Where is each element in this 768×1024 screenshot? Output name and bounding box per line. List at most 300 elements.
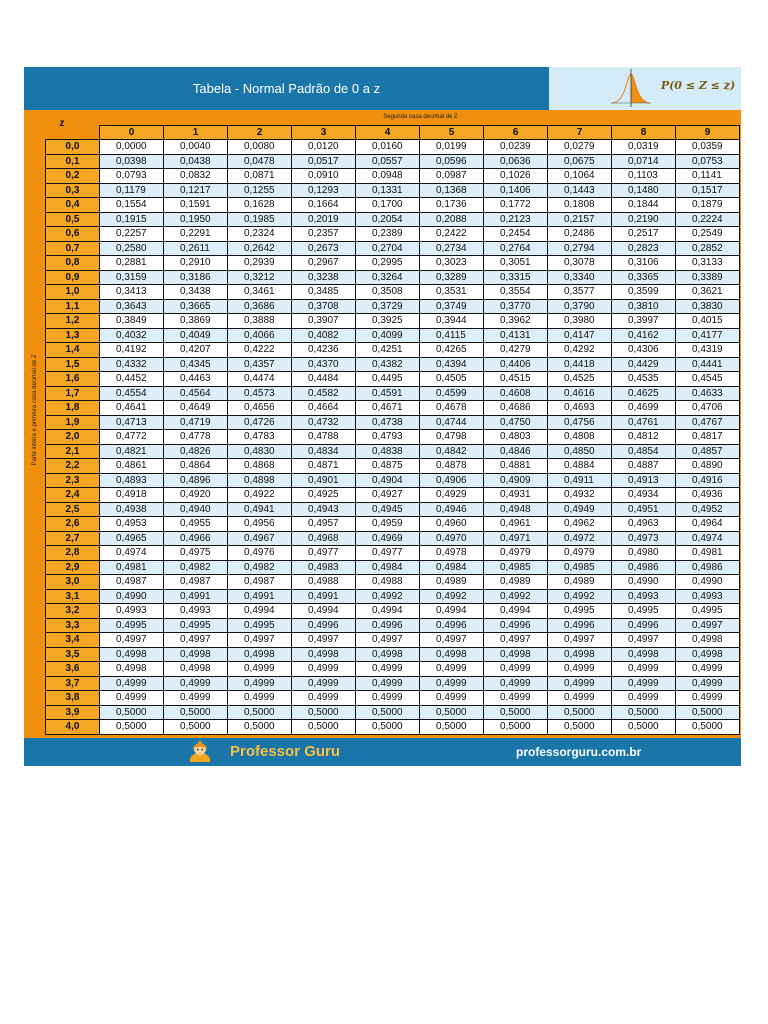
table-cell: 0,1700 xyxy=(356,198,420,213)
table-cell: 0,4236 xyxy=(292,343,356,358)
table-cell: 0,4963 xyxy=(612,517,676,532)
table-cell: 0,4991 xyxy=(228,589,292,604)
table-row xyxy=(46,415,740,430)
table-cell: 0,4999 xyxy=(484,676,548,691)
table-cell: 0,1064 xyxy=(548,169,612,184)
column-header-row xyxy=(46,126,740,140)
table-cell: 0,4898 xyxy=(228,473,292,488)
table-cell: 0,4887 xyxy=(612,459,676,474)
table-cell: 0,2123 xyxy=(484,212,548,227)
table-row xyxy=(46,691,740,706)
table-cell: 0,4986 xyxy=(612,560,676,575)
table-cell: 0,4951 xyxy=(612,502,676,517)
z-row-label: 4,0 xyxy=(46,720,100,735)
table-cell: 0,4985 xyxy=(484,560,548,575)
table-cell: 0,3554 xyxy=(484,285,548,300)
table-cell: 0,3078 xyxy=(548,256,612,271)
table-cell: 0,4699 xyxy=(612,401,676,416)
table-cell: 0,4998 xyxy=(164,647,228,662)
table-cell: 0,4251 xyxy=(356,343,420,358)
table-cell: 0,4719 xyxy=(164,415,228,430)
z-row-label: 0,3 xyxy=(46,183,100,198)
table-row xyxy=(46,343,740,358)
table-cell: 0,5000 xyxy=(164,720,228,735)
table-cell: 0,5000 xyxy=(548,720,612,735)
z-row-label: 2,3 xyxy=(46,473,100,488)
table-cell: 0,4999 xyxy=(100,691,164,706)
table-cell: 0,4306 xyxy=(612,343,676,358)
table-cell: 0,2939 xyxy=(228,256,292,271)
table-cell: 0,0675 xyxy=(548,154,612,169)
z-row-label: 1,9 xyxy=(46,415,100,430)
table-row xyxy=(46,357,740,372)
table-cell: 0,4979 xyxy=(548,546,612,561)
table-cell: 0,1844 xyxy=(612,198,676,213)
table-cell: 0,4998 xyxy=(100,647,164,662)
table-cell: 0,4821 xyxy=(100,444,164,459)
table-cell: 0,5000 xyxy=(420,705,484,720)
table-cell: 0,4992 xyxy=(420,589,484,604)
table-cell: 0,4998 xyxy=(164,662,228,677)
table-cell: 0,4999 xyxy=(548,676,612,691)
table-cell: 0,4992 xyxy=(356,589,420,604)
table-cell: 0,0438 xyxy=(164,154,228,169)
table-cell: 0,4995 xyxy=(676,604,740,619)
table-cell: 0,4987 xyxy=(228,575,292,590)
table-cell: 0,3413 xyxy=(100,285,164,300)
table-cell: 0,1026 xyxy=(484,169,548,184)
table-cell: 0,3907 xyxy=(292,314,356,329)
table-cell: 0,4999 xyxy=(548,662,612,677)
table-cell: 0,4177 xyxy=(676,328,740,343)
table-cell: 0,4625 xyxy=(612,386,676,401)
probability-formula: P(0 ≤ Z ≤ z) xyxy=(660,79,736,92)
table-row xyxy=(46,517,740,532)
table-row xyxy=(46,183,740,198)
table-cell: 0,3686 xyxy=(228,299,292,314)
table-cell: 0,4999 xyxy=(612,691,676,706)
table-cell: 0,4969 xyxy=(356,531,420,546)
table-cell: 0,4983 xyxy=(292,560,356,575)
table-cell: 0,3621 xyxy=(676,285,740,300)
table-cell: 0,0948 xyxy=(356,169,420,184)
table-cell: 0,0239 xyxy=(484,140,548,155)
table-cell: 0,0120 xyxy=(292,140,356,155)
table-row xyxy=(46,372,740,387)
table-cell: 0,4971 xyxy=(484,531,548,546)
z-row-label: 1,8 xyxy=(46,401,100,416)
table-cell: 0,3264 xyxy=(356,270,420,285)
z-row-label: 2,1 xyxy=(46,444,100,459)
table-cell: 0,2764 xyxy=(484,241,548,256)
table-cell: 0,4940 xyxy=(164,502,228,517)
table-row xyxy=(46,140,740,155)
z-row-label: 2,4 xyxy=(46,488,100,503)
table-cell: 0,2794 xyxy=(548,241,612,256)
table-cell: 0,1103 xyxy=(612,169,676,184)
table-cell: 0,3962 xyxy=(484,314,548,329)
table-cell: 0,3159 xyxy=(100,270,164,285)
table-cell: 0,1664 xyxy=(292,198,356,213)
table-cell: 0,4998 xyxy=(612,647,676,662)
table-cell: 0,4706 xyxy=(676,401,740,416)
table-cell: 0,4999 xyxy=(164,676,228,691)
table-cell: 0,4875 xyxy=(356,459,420,474)
table-cell: 0,5000 xyxy=(100,705,164,720)
table-cell: 0,4981 xyxy=(100,560,164,575)
table-cell: 0,4953 xyxy=(100,517,164,532)
table-cell: 0,2852 xyxy=(676,241,740,256)
table-cell: 0,3790 xyxy=(548,299,612,314)
z-row-label: 2,7 xyxy=(46,531,100,546)
table-cell: 0,4999 xyxy=(676,676,740,691)
table-cell: 0,3665 xyxy=(164,299,228,314)
z-row-label: 0,2 xyxy=(46,169,100,184)
table-cell: 0,4738 xyxy=(356,415,420,430)
table-cell: 0,2517 xyxy=(612,227,676,242)
table-cell: 0,4997 xyxy=(484,633,548,648)
table-cell: 0,4979 xyxy=(484,546,548,561)
z-row-label: 3,4 xyxy=(46,633,100,648)
table-cell: 0,4573 xyxy=(228,386,292,401)
table-cell: 0,4984 xyxy=(420,560,484,575)
table-cell: 0,4545 xyxy=(676,372,740,387)
table-cell: 0,2549 xyxy=(676,227,740,242)
table-cell: 0,4554 xyxy=(100,386,164,401)
table-cell: 0,4918 xyxy=(100,488,164,503)
table-cell: 0,4987 xyxy=(164,575,228,590)
page-title: Tabela - Normal Padrão de 0 a z xyxy=(192,81,381,96)
table-cell: 0,5000 xyxy=(548,705,612,720)
column-header-6: 6 xyxy=(484,126,548,140)
table-cell: 0,5000 xyxy=(612,705,676,720)
table-row xyxy=(46,473,740,488)
table-cell: 0,4591 xyxy=(356,386,420,401)
table-cell: 0,4842 xyxy=(420,444,484,459)
table-cell: 0,3106 xyxy=(612,256,676,271)
z-row-label: 2,9 xyxy=(46,560,100,575)
table-cell: 0,3340 xyxy=(548,270,612,285)
table-cell: 0,4991 xyxy=(292,589,356,604)
table-cell: 0,0871 xyxy=(228,169,292,184)
table-cell: 0,4999 xyxy=(612,676,676,691)
table-row xyxy=(46,444,740,459)
table-cell: 0,4987 xyxy=(100,575,164,590)
table-cell: 0,3749 xyxy=(420,299,484,314)
z-row-label: 2,2 xyxy=(46,459,100,474)
table-cell: 0,4999 xyxy=(612,662,676,677)
table-cell: 0,4986 xyxy=(676,560,740,575)
table-cell: 0,1808 xyxy=(548,198,612,213)
table-cell: 0,4931 xyxy=(484,488,548,503)
table-cell: 0,4767 xyxy=(676,415,740,430)
table-cell: 0,2054 xyxy=(356,212,420,227)
table-cell: 0,4864 xyxy=(164,459,228,474)
table-cell: 0,4463 xyxy=(164,372,228,387)
table-cell: 0,4319 xyxy=(676,343,740,358)
table-cell: 0,4975 xyxy=(164,546,228,561)
table-cell: 0,4535 xyxy=(612,372,676,387)
table-cell: 0,4952 xyxy=(676,502,740,517)
table-cell: 0,4996 xyxy=(420,618,484,633)
table-cell: 0,4981 xyxy=(676,546,740,561)
table-cell: 0,0753 xyxy=(676,154,740,169)
table-cell: 0,0199 xyxy=(420,140,484,155)
table-cell: 0,1950 xyxy=(164,212,228,227)
table-cell: 0,2910 xyxy=(164,256,228,271)
site-url: professorguru.com.br xyxy=(516,745,642,759)
table-cell: 0,4452 xyxy=(100,372,164,387)
first-decimal-side-label xyxy=(28,310,42,510)
column-header-7: 7 xyxy=(548,126,612,140)
table-cell: 0,4965 xyxy=(100,531,164,546)
table-cell: 0,0987 xyxy=(420,169,484,184)
table-cell: 0,4992 xyxy=(484,589,548,604)
table-cell: 0,0636 xyxy=(484,154,548,169)
table-cell: 0,1554 xyxy=(100,198,164,213)
guru-mascot-icon xyxy=(186,740,214,764)
table-cell: 0,4999 xyxy=(228,691,292,706)
table-cell: 0,4999 xyxy=(164,691,228,706)
table-cell: 0,4441 xyxy=(676,357,740,372)
table-cell: 0,1141 xyxy=(676,169,740,184)
table-cell: 0,4868 xyxy=(228,459,292,474)
table-cell: 0,5000 xyxy=(292,720,356,735)
table-cell: 0,1772 xyxy=(484,198,548,213)
table-cell: 0,4973 xyxy=(612,531,676,546)
table-cell: 0,1179 xyxy=(100,183,164,198)
table-cell: 0,4429 xyxy=(612,357,676,372)
table-cell: 0,2389 xyxy=(356,227,420,242)
table-cell: 0,4599 xyxy=(420,386,484,401)
table-cell: 0,0517 xyxy=(292,154,356,169)
table-cell: 0,4985 xyxy=(548,560,612,575)
table-row xyxy=(46,299,740,314)
table-cell: 0,4984 xyxy=(356,560,420,575)
table-cell: 0,4515 xyxy=(484,372,548,387)
side-label-text: Parte inteira e primeira casa decimal de Z xyxy=(32,354,38,466)
table-cell: 0,5000 xyxy=(356,720,420,735)
z-row-label: 1,1 xyxy=(46,299,100,314)
formula-panel xyxy=(549,67,741,110)
table-cell: 0,4997 xyxy=(292,633,356,648)
table-cell: 0,4988 xyxy=(292,575,356,590)
z-row-label: 1,4 xyxy=(46,343,100,358)
table-cell: 0,4998 xyxy=(100,662,164,677)
z-table xyxy=(45,125,740,735)
table-cell: 0,4999 xyxy=(420,676,484,691)
z-row-label: 0,8 xyxy=(46,256,100,271)
table-cell: 0,4671 xyxy=(356,401,420,416)
header-bar xyxy=(24,67,741,110)
table-cell: 0,4989 xyxy=(548,575,612,590)
z-row-label: 3,6 xyxy=(46,662,100,677)
table-cell: 0,5000 xyxy=(484,720,548,735)
table-cell: 0,4998 xyxy=(676,633,740,648)
table-cell: 0,4370 xyxy=(292,357,356,372)
table-cell: 0,4656 xyxy=(228,401,292,416)
table-cell: 0,4890 xyxy=(676,459,740,474)
table-cell: 0,3238 xyxy=(292,270,356,285)
table-cell: 0,2257 xyxy=(100,227,164,242)
table-row xyxy=(46,227,740,242)
table-cell: 0,4991 xyxy=(164,589,228,604)
table-cell: 0,3599 xyxy=(612,285,676,300)
table-cell: 0,2995 xyxy=(356,256,420,271)
table-cell: 0,4115 xyxy=(420,328,484,343)
table-row xyxy=(46,386,740,401)
table-row xyxy=(46,502,740,517)
table-cell: 0,4678 xyxy=(420,401,484,416)
table-cell: 0,4881 xyxy=(484,459,548,474)
table-cell: 0,4997 xyxy=(356,633,420,648)
table-cell: 0,4812 xyxy=(612,430,676,445)
table-cell: 0,4925 xyxy=(292,488,356,503)
table-cell: 0,4857 xyxy=(676,444,740,459)
table-cell: 0,4990 xyxy=(676,575,740,590)
column-header-5: 5 xyxy=(420,126,484,140)
table-cell: 0,4999 xyxy=(292,662,356,677)
table-row xyxy=(46,328,740,343)
table-cell: 0,4998 xyxy=(484,647,548,662)
table-cell: 0,0279 xyxy=(548,140,612,155)
table-cell: 0,4974 xyxy=(676,531,740,546)
z-row-label: 0,5 xyxy=(46,212,100,227)
table-cell: 0,4999 xyxy=(292,691,356,706)
table-cell: 0,4946 xyxy=(420,502,484,517)
table-cell: 0,4394 xyxy=(420,357,484,372)
table-cell: 0,3212 xyxy=(228,270,292,285)
table-row xyxy=(46,589,740,604)
table-cell: 0,0359 xyxy=(676,140,740,155)
table-cell: 0,4936 xyxy=(676,488,740,503)
table-cell: 0,3944 xyxy=(420,314,484,329)
table-cell: 0,4357 xyxy=(228,357,292,372)
table-cell: 0,4788 xyxy=(292,430,356,445)
table-cell: 0,5000 xyxy=(356,705,420,720)
table-cell: 0,2642 xyxy=(228,241,292,256)
table-cell: 0,5000 xyxy=(100,720,164,735)
table-cell: 0,4999 xyxy=(228,662,292,677)
column-header-1: 1 xyxy=(164,126,228,140)
table-cell: 0,4999 xyxy=(100,676,164,691)
table-cell: 0,4988 xyxy=(356,575,420,590)
table-row xyxy=(46,488,740,503)
table-cell: 0,3925 xyxy=(356,314,420,329)
table-cell: 0,4693 xyxy=(548,401,612,416)
table-cell: 0,0398 xyxy=(100,154,164,169)
table-row xyxy=(46,314,740,329)
table-cell: 0,4994 xyxy=(420,604,484,619)
table-cell: 0,0000 xyxy=(100,140,164,155)
table-cell: 0,4998 xyxy=(548,647,612,662)
table-cell: 0,4916 xyxy=(676,473,740,488)
table-cell: 0,4222 xyxy=(228,343,292,358)
table-cell: 0,4803 xyxy=(484,430,548,445)
table-cell: 0,4994 xyxy=(484,604,548,619)
table-cell: 0,4927 xyxy=(356,488,420,503)
table-cell: 0,3461 xyxy=(228,285,292,300)
table-cell: 0,4893 xyxy=(100,473,164,488)
z-row-label: 0,1 xyxy=(46,154,100,169)
table-cell: 0,4922 xyxy=(228,488,292,503)
table-cell: 0,4995 xyxy=(228,618,292,633)
table-cell: 0,2823 xyxy=(612,241,676,256)
table-cell: 0,4976 xyxy=(228,546,292,561)
table-cell: 0,4977 xyxy=(292,546,356,561)
z-row-label: 3,7 xyxy=(46,676,100,691)
table-cell: 0,3997 xyxy=(612,314,676,329)
table-cell: 0,4999 xyxy=(356,662,420,677)
z-row-label: 0,7 xyxy=(46,241,100,256)
table-cell: 0,4938 xyxy=(100,502,164,517)
table-cell: 0,3051 xyxy=(484,256,548,271)
table-cell: 0,4884 xyxy=(548,459,612,474)
z-row-label: 3,9 xyxy=(46,705,100,720)
table-cell: 0,3289 xyxy=(420,270,484,285)
table-cell: 0,4608 xyxy=(484,386,548,401)
table-cell: 0,0793 xyxy=(100,169,164,184)
table-cell: 0,4996 xyxy=(356,618,420,633)
table-cell: 0,4997 xyxy=(164,633,228,648)
table-cell: 0,4817 xyxy=(676,430,740,445)
table-cell: 0,3531 xyxy=(420,285,484,300)
z-row-label: 3,3 xyxy=(46,618,100,633)
table-cell: 0,2673 xyxy=(292,241,356,256)
table-cell: 0,4808 xyxy=(548,430,612,445)
table-cell: 0,4997 xyxy=(676,618,740,633)
table-cell: 0,0596 xyxy=(420,154,484,169)
table-cell: 0,4878 xyxy=(420,459,484,474)
z-row-label: 2,8 xyxy=(46,546,100,561)
table-cell: 0,4909 xyxy=(484,473,548,488)
table-cell: 0,4956 xyxy=(228,517,292,532)
table-cell: 0,2324 xyxy=(228,227,292,242)
table-cell: 0,4147 xyxy=(548,328,612,343)
table-cell: 0,4838 xyxy=(356,444,420,459)
table-cell: 0,4999 xyxy=(228,676,292,691)
table-cell: 0,4997 xyxy=(612,633,676,648)
table-cell: 0,0040 xyxy=(164,140,228,155)
table-cell: 0,4686 xyxy=(484,401,548,416)
table-cell: 0,3485 xyxy=(292,285,356,300)
table-cell: 0,2486 xyxy=(548,227,612,242)
table-cell: 0,4974 xyxy=(100,546,164,561)
table-cell: 0,2580 xyxy=(100,241,164,256)
table-cell: 0,3577 xyxy=(548,285,612,300)
table-cell: 0,4778 xyxy=(164,430,228,445)
table-cell: 0,0319 xyxy=(612,140,676,155)
table-cell: 0,4978 xyxy=(420,546,484,561)
table-cell: 0,4941 xyxy=(228,502,292,517)
z-row-label: 3,0 xyxy=(46,575,100,590)
table-cell: 0,4066 xyxy=(228,328,292,343)
table-cell: 0,4997 xyxy=(100,633,164,648)
table-row xyxy=(46,647,740,662)
table-cell: 0,4099 xyxy=(356,328,420,343)
table-cell: 0,4964 xyxy=(676,517,740,532)
table-cell: 0,4961 xyxy=(484,517,548,532)
table-cell: 0,4972 xyxy=(548,531,612,546)
table-cell: 0,4995 xyxy=(612,604,676,619)
table-cell: 0,1628 xyxy=(228,198,292,213)
table-cell: 0,4896 xyxy=(164,473,228,488)
table-cell: 0,4505 xyxy=(420,372,484,387)
table-cell: 0,4861 xyxy=(100,459,164,474)
table-cell: 0,2881 xyxy=(100,256,164,271)
table-cell: 0,4756 xyxy=(548,415,612,430)
table-row xyxy=(46,169,740,184)
